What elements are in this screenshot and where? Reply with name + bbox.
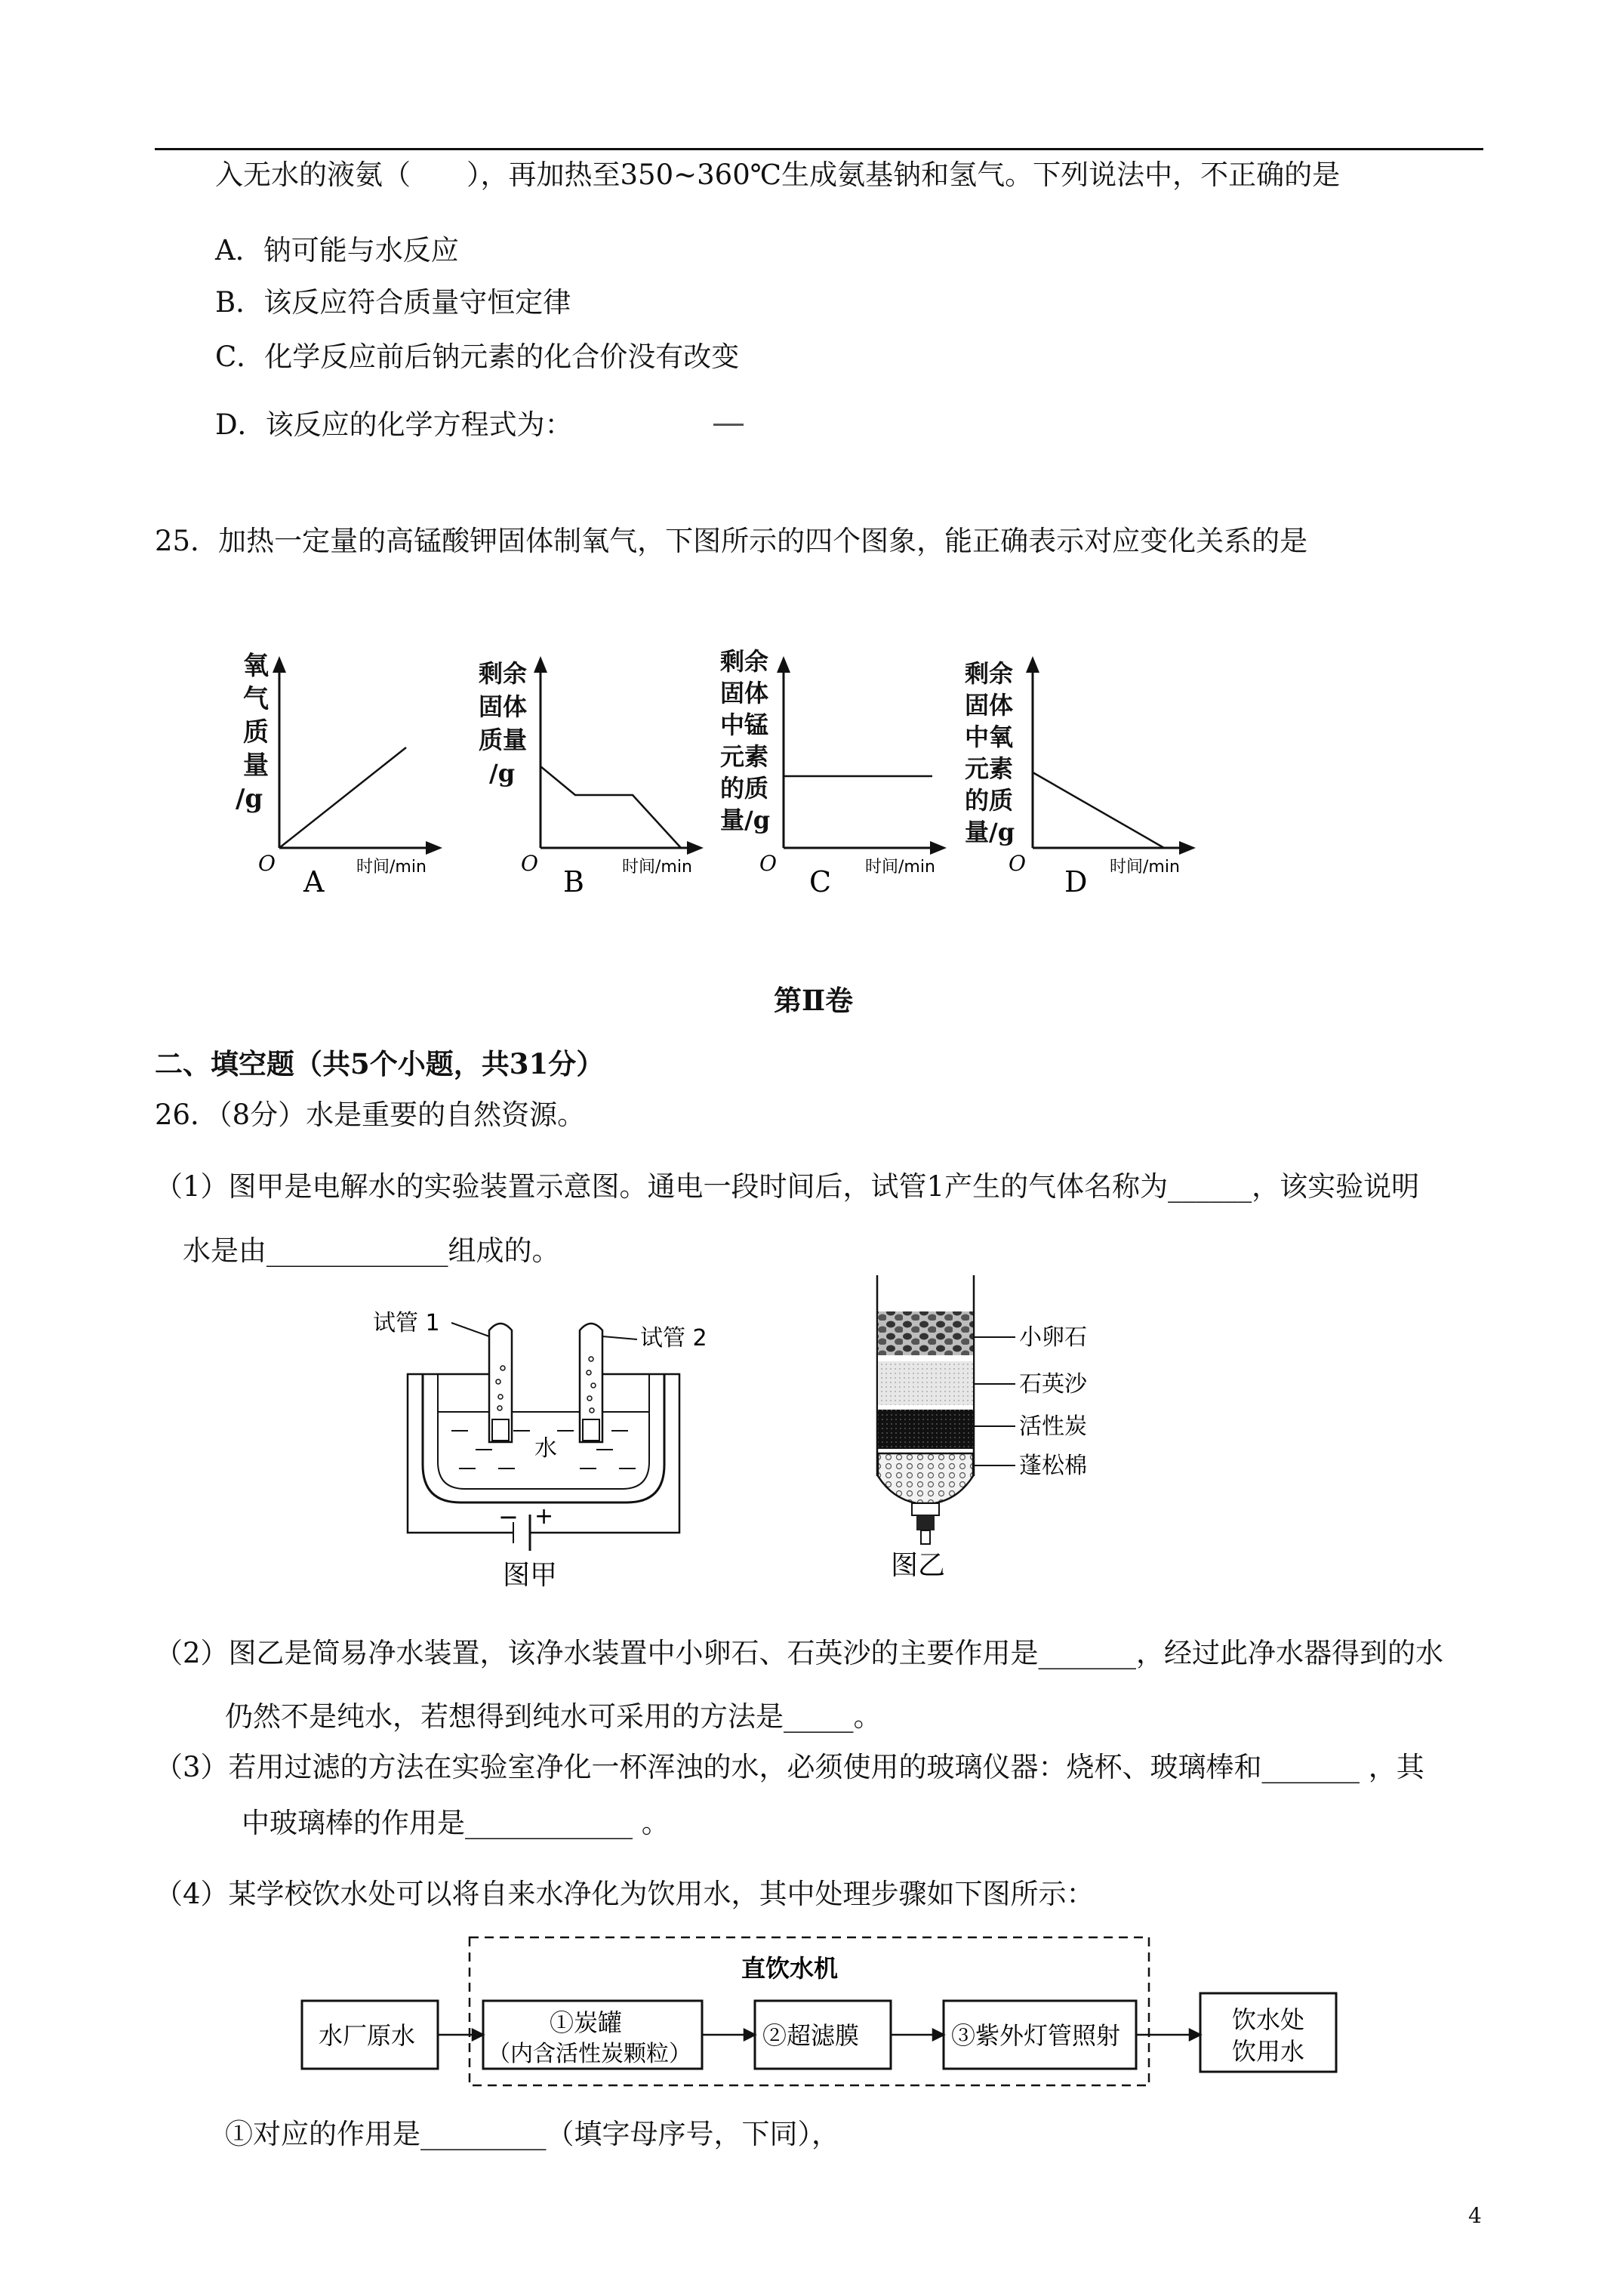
layer-pebbles (878, 1311, 973, 1355)
figure-jia (362, 1284, 755, 1601)
svg-text:氧: 氧 (243, 651, 269, 681)
graph-c-letter: C (809, 865, 832, 898)
caption-jia: 图甲 (503, 1560, 558, 1591)
section-heading: 二、填空题（共5个小题，共31分） (155, 1047, 605, 1080)
svg-text:质: 质 (243, 717, 269, 747)
output-line1: 饮水处 (1232, 2005, 1305, 2034)
flowchart (294, 1933, 1351, 2091)
graph-b (476, 646, 717, 898)
graph-d-line (1033, 772, 1164, 848)
label-cotton: 蓬松棉 (1019, 1453, 1087, 1479)
svg-text:元素: 元素 (965, 754, 1014, 783)
graph-c-ylabel (720, 647, 770, 834)
graph-d (959, 646, 1208, 898)
svg-text:量/g: 量/g (965, 818, 1015, 846)
plus-sign: + (534, 1503, 554, 1530)
label-sand: 石英沙 (1019, 1371, 1087, 1398)
q26-part1-line2: 水是由_____________组成的。 (183, 1234, 560, 1267)
graph-a-xlabel: 时间/min (356, 858, 427, 877)
svg-text:中锰: 中锰 (720, 710, 769, 739)
figure-yi (853, 1272, 1170, 1593)
step2-label: ②超滤膜 (762, 2021, 860, 2050)
graph-d-ylabel (965, 659, 1015, 846)
svg-text:的质: 的质 (720, 774, 769, 803)
svg-text:/g: /g (236, 784, 263, 814)
tube1-label: 试管 1 (373, 1310, 440, 1336)
graph-d-letter: D (1064, 865, 1088, 898)
svg-text:固体: 固体 (479, 692, 528, 721)
layer-carbon (878, 1410, 973, 1449)
label-pebbles: 小卵石 (1019, 1324, 1087, 1351)
graph-b-line (540, 766, 681, 848)
svg-text:剩余: 剩余 (965, 659, 1014, 688)
q26-part3-line2: 中玻璃棒的作用是____________ 。 (242, 1807, 670, 1839)
q26-part2-line1: （2）图乙是简易净水装置，该净水装置中小卵石、石英沙的主要作用是_______，经过此净水器得到的水 (155, 1637, 1444, 1669)
minus-sign: − (498, 1502, 519, 1531)
caption-yi: 图乙 (891, 1550, 946, 1581)
nozzle (916, 1515, 935, 1530)
svg-text:固体: 固体 (720, 679, 769, 707)
water-label: 水 (534, 1435, 557, 1462)
layer-sand (878, 1361, 973, 1405)
q24-option-a: A．钠可能与水反应 (215, 234, 459, 267)
graph-c (717, 646, 959, 898)
graph-b-letter: B (563, 865, 584, 898)
svg-text:中氧: 中氧 (965, 723, 1014, 751)
q26-part5: ①对应的作用是_________（填字母序号，下同）， (225, 2118, 839, 2150)
q26-part2-line2: 仍然不是纯水，若想得到纯水可采用的方法是_____。 (225, 1700, 882, 1733)
q24-continuation: 入无水的液氨（ ），再加热至350~360℃生成氨基钠和氢气。下列说法中，不正确的是 (215, 159, 1341, 191)
step3-label: ③紫外灯管照射 (951, 2021, 1121, 2050)
graph-a-ylabel (236, 651, 269, 814)
svg-text:的质: 的质 (965, 786, 1014, 815)
graph-c-xlabel: 时间/min (865, 858, 935, 877)
electrode-2 (583, 1419, 599, 1441)
graph-a-line (279, 747, 406, 848)
raw-water-label: 水厂原水 (319, 2021, 416, 2050)
graph-d-xlabel: 时间/min (1110, 858, 1180, 877)
equation-sign (713, 424, 744, 426)
step1-line1: ①炭罐 (550, 2008, 623, 2037)
graph-d-origin: O (1009, 851, 1026, 876)
step1-line2: （内含活性炭颗粒） (488, 2041, 691, 2067)
electrode-1 (492, 1419, 509, 1441)
svg-text:/g: /g (489, 759, 516, 787)
q24-option-b: B．该反应符合质量守恒定律 (215, 286, 571, 319)
tube2-label: 试管 2 (640, 1325, 707, 1351)
q24-option-d: D．该反应的化学方程式为： (215, 408, 573, 441)
svg-text:质量: 质量 (479, 726, 528, 754)
svg-text:剩余: 剩余 (479, 659, 528, 688)
q25-stem: 25．加热一定量的高锰酸钾固体制氧气，下图所示的四个图象，能正确表示对应变化关系的是 (155, 525, 1308, 557)
graph-b-origin: O (521, 851, 538, 876)
svg-text:量/g: 量/g (720, 806, 771, 834)
svg-text:量: 量 (243, 750, 269, 781)
graph-c-origin: O (759, 851, 777, 876)
header-rule (155, 148, 1483, 150)
volume-title: 第Ⅱ卷 (774, 984, 854, 1017)
q26-part1-line1: （1）图甲是电解水的实验装置示意图。通电一段时间后，试管1产生的气体名称为______，该实验说明 (155, 1170, 1420, 1203)
graph-a-letter: A (303, 865, 325, 898)
graph-b-ylabel (479, 659, 527, 787)
q26-part3-line1: （3）若用过滤的方法在实验室净化一杯浑浊的水，必须使用的玻璃仪器：烧杯、玻璃棒和_______ ，其 (155, 1751, 1424, 1783)
graph-b-xlabel: 时间/min (622, 858, 692, 877)
graph-a-origin: O (258, 851, 276, 876)
label-carbon: 活性炭 (1019, 1413, 1087, 1440)
layer-cotton (878, 1453, 973, 1503)
q26-part4: （4）某学校饮水处可以将自来水净化为饮用水，其中处理步骤如下图所示： (155, 1878, 1095, 1910)
svg-text:气: 气 (243, 684, 269, 714)
svg-text:元素: 元素 (720, 742, 769, 771)
q26-stem: 26．（8分）水是重要的自然资源。 (155, 1099, 586, 1131)
graph-a (226, 646, 460, 898)
svg-text:固体: 固体 (965, 691, 1014, 720)
q24-option-c: C．化学反应前后钠元素的化合价没有改变 (215, 341, 740, 373)
output-line2: 饮用水 (1232, 2037, 1305, 2066)
svg-text:剩余: 剩余 (720, 647, 769, 676)
machine-label: 直饮水机 (741, 1954, 839, 1983)
page-number: 4 (1468, 2203, 1482, 2228)
